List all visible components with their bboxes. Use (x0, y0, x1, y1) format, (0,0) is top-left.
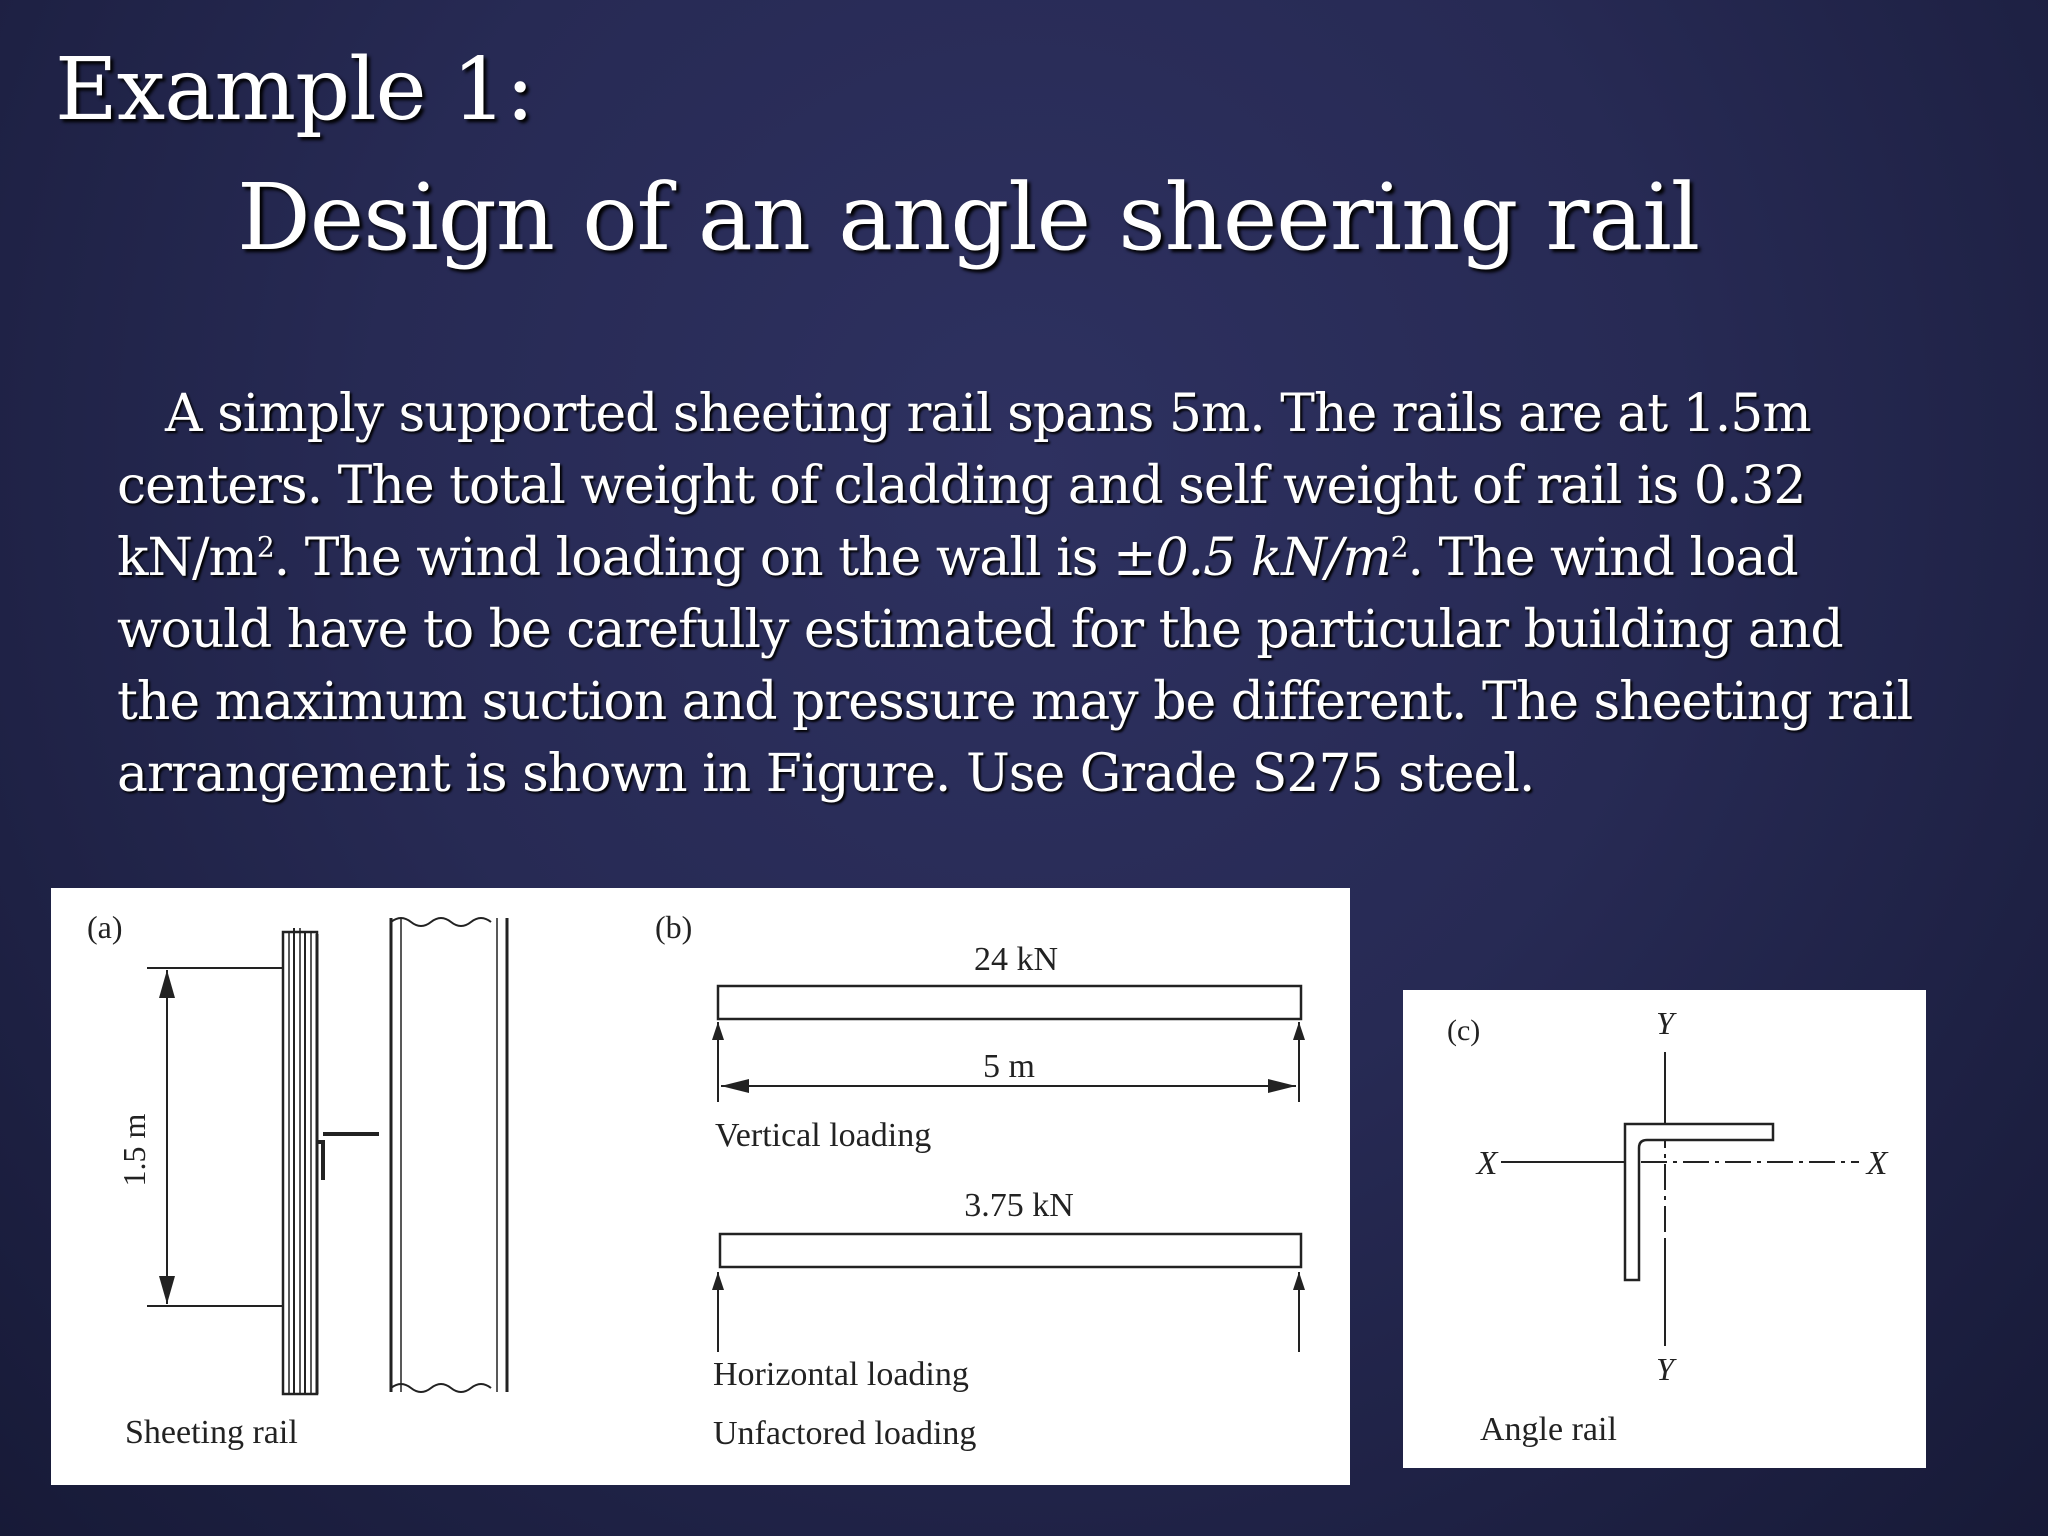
body-wind-text: . The wind loading on the wall is ± (273, 528, 1156, 588)
body-superscript-italic: 2 (1390, 530, 1408, 564)
figure-c-label: (c) (1447, 1014, 1481, 1047)
vertical-load-beam (718, 986, 1301, 1019)
body-line-6: arrangement is shown in Figure. Use Grade S275 steel. (117, 744, 1535, 804)
body-unit-text: kN/m (117, 528, 257, 588)
axis-y-top-label: Y (1656, 1005, 1674, 1041)
figure-a-label: (a) (87, 909, 123, 945)
unfactored-loading-caption: Unfactored loading (713, 1415, 977, 1452)
horizontal-supports (712, 1272, 1305, 1352)
figure-b-label: (b) (655, 909, 693, 945)
axis-x-right-label: X (1866, 1145, 1888, 1182)
figure-c-caption: Angle rail (1480, 1411, 1617, 1448)
horizontal-load-label: 3.75 kN (964, 1187, 1074, 1224)
vertical-load-label: 24 kN (973, 941, 1059, 978)
dimension-label-1-5m: 1.5 m (116, 1113, 152, 1187)
slide-title-line-2: Design of an angle sheering rail (237, 164, 1700, 271)
axis-x-left-label: X (1476, 1145, 1498, 1182)
body-wind-tail: . The wind load (1407, 528, 1798, 588)
dimension-1-5m (147, 968, 283, 1306)
slide-title-line-1: Example 1: (55, 40, 534, 140)
body-line-2: centers. The total weight of cladding and self weight of rail is 0.32 (117, 456, 1806, 516)
span-label: 5 m (983, 1048, 1035, 1085)
sheeting-rail-section (283, 928, 379, 1394)
figure-panel-c (1403, 990, 1926, 1468)
figure-panel-ab (51, 888, 1350, 1485)
figure-a-caption: Sheeting rail (125, 1414, 298, 1451)
body-superscript: 2 (256, 530, 274, 564)
vertical-loading-caption: Vertical loading (715, 1117, 932, 1154)
body-wind-value: 0.5 kN/m (1155, 528, 1391, 588)
body-line-4: would have to be carefully estimated for the particular building and (117, 600, 1843, 660)
problem-statement (117, 378, 1997, 810)
angle-section-outline (1625, 1124, 1773, 1280)
body-line-1: A simply supported sheeting rail spans 5m. The rails are at 1.5m (165, 384, 1811, 444)
axis-y-bottom-label: Y (1656, 1351, 1674, 1387)
column-section (391, 918, 507, 1392)
horizontal-loading-caption: Horizontal loading (713, 1356, 969, 1393)
body-line-5: the maximum suction and pressure may be different. The sheeting rail (117, 672, 1913, 732)
figure-c-drawing (1403, 990, 1926, 1468)
horizontal-load-beam (720, 1234, 1301, 1267)
figure-ab-drawing (51, 888, 1350, 1485)
body-line-3 (117, 522, 1997, 594)
axis-lines (1501, 1052, 1859, 1346)
